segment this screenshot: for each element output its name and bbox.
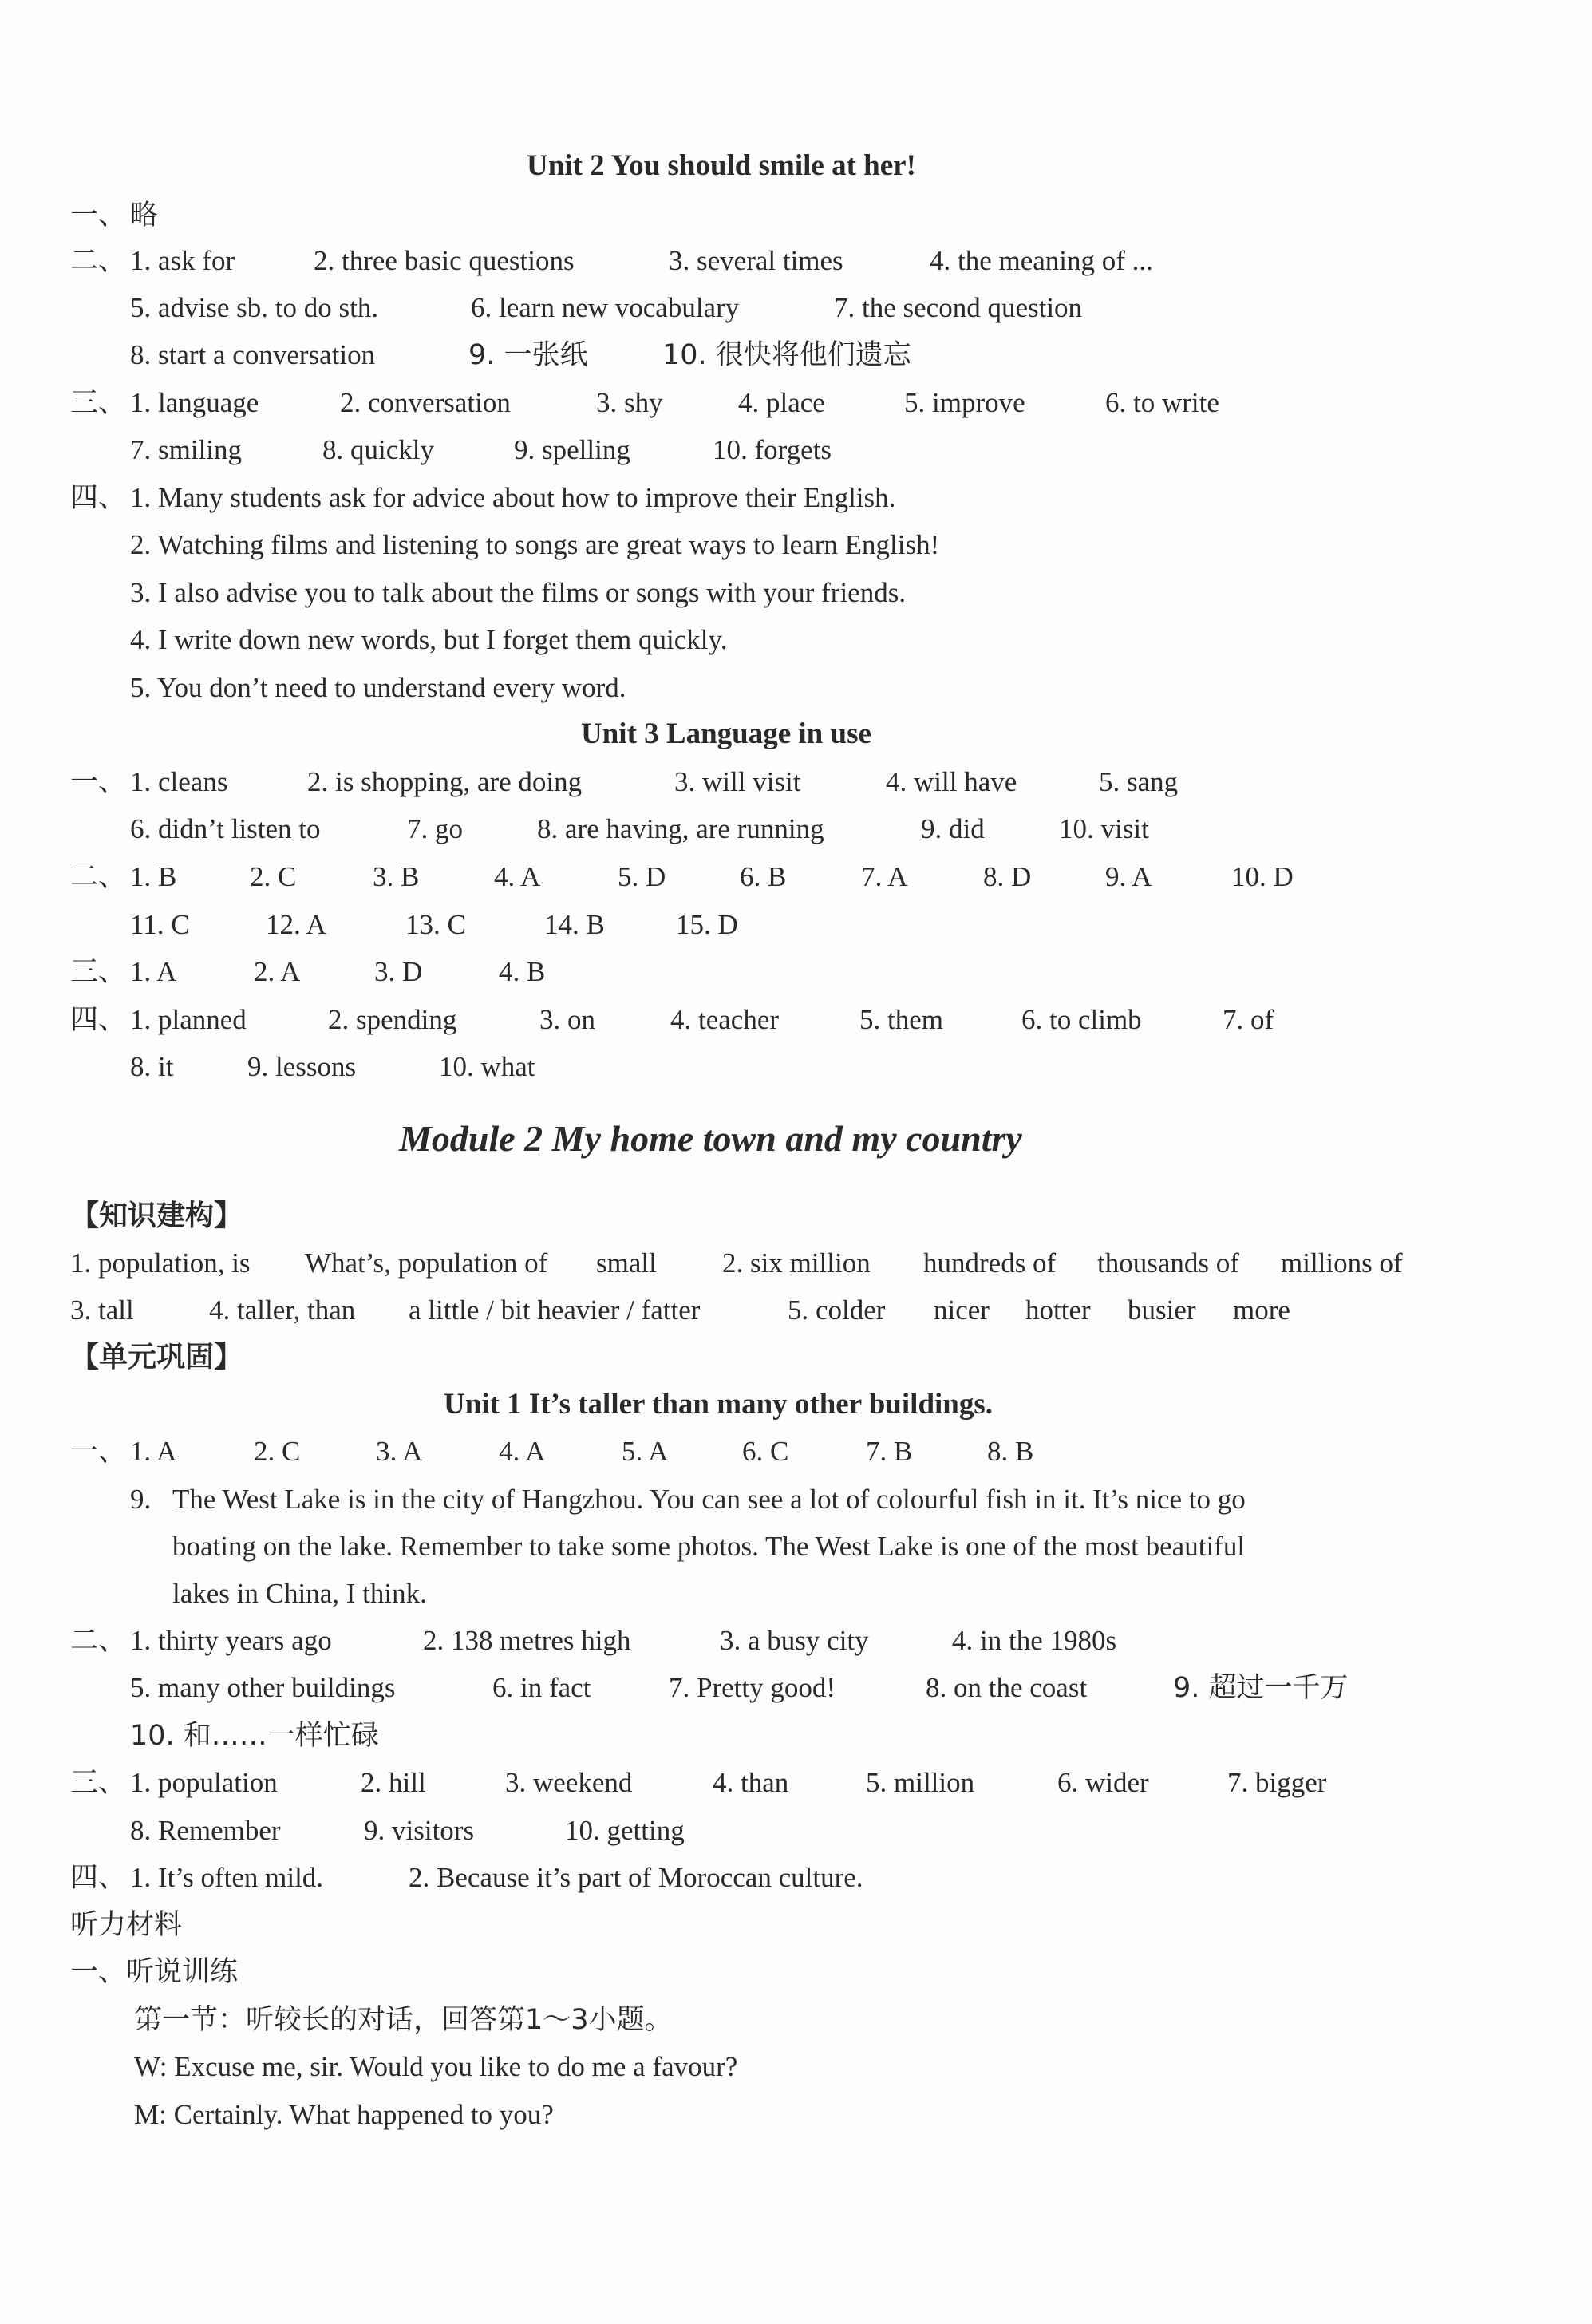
list-item: 9. A	[1105, 861, 1152, 892]
list-item: 6. C	[742, 1436, 789, 1467]
list-item: 6. B	[740, 861, 787, 892]
danyuan-heading: 【单元巩固】	[70, 1341, 243, 1373]
list-item: 5. You don’t need to understand every word.	[130, 672, 626, 703]
list-item: 13. C	[405, 909, 466, 940]
list-item: 3. tall	[70, 1294, 134, 1326]
list-item: 4. place	[738, 387, 825, 418]
list-item: 3. shy	[596, 387, 663, 418]
list-item: 4. the meaning of ...	[930, 245, 1153, 276]
list-item: 6. in fact	[492, 1672, 591, 1703]
list-item: nicer	[934, 1294, 990, 1326]
list-item: 4. B	[499, 956, 546, 987]
list-item: 4. in the 1980s	[952, 1625, 1117, 1656]
list-item: 8. quickly	[322, 434, 434, 465]
list-item: 5. advise sb. to do sth.	[130, 292, 379, 323]
list-item: 5. million	[866, 1767, 975, 1798]
list-item: millions of	[1281, 1247, 1403, 1279]
list-item: 10. D	[1231, 861, 1294, 892]
list-item: 8. B	[987, 1436, 1034, 1467]
list-item: 1. population, is	[70, 1247, 251, 1279]
list-item: 1. population	[130, 1767, 278, 1798]
list-item: 6. to write	[1105, 387, 1219, 418]
list-item: 9. 超过一千万	[1173, 1672, 1349, 1704]
list-item: 1. Many students ask for advice about how to improve their English.	[130, 482, 896, 513]
list-item: 3. will visit	[674, 766, 801, 797]
list-item: 4. I write down new words, but I forget them quickly.	[130, 624, 728, 655]
list-item: 14. B	[544, 909, 605, 940]
list-item: 7. B	[866, 1436, 913, 1467]
list-item: 2. C	[254, 1436, 301, 1467]
m2-unit1-title: Unit 1 It’s taller than many other buildings.	[444, 1388, 994, 1421]
list-item: 2. 138 metres high	[423, 1625, 631, 1656]
list-item: 9. lessons	[247, 1051, 357, 1082]
zhishi-heading: 【知识建构】	[70, 1200, 243, 1232]
list-item: 2. six million	[722, 1247, 871, 1279]
list-item: 1. It’s often mild.	[130, 1862, 324, 1893]
list-item: 6. didn’t listen to	[130, 813, 321, 844]
list-item: 4. A	[494, 861, 541, 892]
list-item: 8. it	[130, 1051, 174, 1082]
list-item: 6. learn new vocabulary	[471, 292, 740, 323]
list-item: 1. cleans	[130, 766, 228, 797]
list-item: 8. on the coast	[926, 1672, 1088, 1703]
listening-heading: 听力材料	[70, 1909, 183, 1941]
list-item: 3. A	[376, 1436, 423, 1467]
list-item: 5. improve	[904, 387, 1025, 418]
list-item: 9. did	[921, 813, 985, 844]
listening-s1: 一、听说训练	[70, 1956, 239, 1988]
list-item: thousands of	[1097, 1247, 1239, 1279]
list-item: 2. three basic questions	[314, 245, 575, 276]
list-item: 1. A	[130, 1436, 177, 1467]
list-item: 10. 和……一样忙碌	[130, 1720, 379, 1752]
list-item: 12. A	[266, 909, 326, 940]
list-item: 2. is shopping, are doing	[307, 766, 583, 797]
listening-section1: 第一节：听较长的对话，回答第1～3小题。	[134, 2004, 673, 2036]
list-item: 9. visitors	[364, 1815, 475, 1846]
list-item: 1. language	[130, 387, 259, 418]
list-item: 7. go	[407, 813, 463, 844]
list-item: 2. spending	[328, 1004, 457, 1035]
list-item: 4. will have	[886, 766, 1017, 797]
list-item: 5. colder	[788, 1294, 886, 1326]
list-item: 1. thirty years ago	[130, 1625, 332, 1656]
list-item: 8. start a conversation	[130, 339, 376, 370]
list-item: 9. 一张纸	[468, 339, 588, 371]
list-item: 7. bigger	[1227, 1767, 1327, 1798]
list-item: 9. spelling	[514, 434, 630, 465]
module2-title: Module 2 My home town and my country	[399, 1118, 1022, 1159]
list-item: 4. than	[713, 1767, 789, 1798]
list-item: hotter	[1025, 1294, 1091, 1326]
list-item: 10. 很快将他们遗忘	[662, 339, 911, 371]
list-item: 7. smiling	[130, 434, 243, 465]
list-item: 10. what	[439, 1051, 535, 1082]
list-item: small	[596, 1247, 657, 1279]
list-item: 8. D	[983, 861, 1032, 892]
list-item: 7. of	[1223, 1004, 1274, 1035]
list-item: 5. them	[859, 1004, 943, 1035]
list-item: more	[1233, 1294, 1290, 1326]
list-item: 15. D	[676, 909, 738, 940]
list-item: 7. the second question	[834, 292, 1083, 323]
list-item: 2. hill	[361, 1767, 426, 1798]
list-item: 5. many other buildings	[130, 1672, 396, 1703]
list-item: busier	[1128, 1294, 1196, 1326]
unit3-title: Unit 3 Language in use	[581, 717, 871, 750]
list-item: 10. forgets	[713, 434, 832, 465]
list-item: 1. B	[130, 861, 177, 892]
list-item: 1. ask for	[130, 245, 235, 276]
list-item: 2. Watching films and listening to songs are great ways to learn English!	[130, 529, 940, 560]
list-item: What’s, population of	[305, 1247, 548, 1279]
list-item: 5. D	[618, 861, 666, 892]
list-item: 4. A	[499, 1436, 546, 1467]
list-item: 2. conversation	[340, 387, 511, 418]
answer-key-page: Unit 2 You should smile at her! 一、 略 二、 1. ask for 2. three basic questions 3. several times 4. the meaning of ... 5. advise sb. to do sth. 6. learn new vocabulary 7. the second question 8. start a conversation 9. 一张纸 10. 很快将他们遗忘 三、 1. language 2. conversation 3. shy 4. place 5. improve 6. to write 7. smiling 8. quickly 9. spelling 10. forgets 四、 1. Many students ask for advice about how to improve their English. 2. Watching films and listening to songs are great ways to learn English! 3. I also advise you to talk about the films or songs with your friends. 4. I write down new words, but I forget them quickly. 5. You don’t need to understand every word. Unit 3 Language in use 一、 1. cleans 2. is shopping, are doing 3. will visit 4. will have 5. sang 6. didn’t listen to 7. go 8. are having, are running 9. did 10. visit 二、 1. B 2. C 3. B 4. A 5. D 6. B 7. A 8. D 9. A 10. D 11. C 12. A 13. C 14. B 15. D 三、 1. A 2. A 3. D 4. B 四、 1. planned 2. spending 3. on 4. teacher 5. them 6. to climb 7. of 8. it 9. lessons 10. what Module 2 My home town and my country 【知识建构】 1. population, is What’s, population of small 2. six million hundreds of thousands of millions of 3. tall 4. taller, than a little / bit heavier / fatter 5. colder nicer hotter busier more 【单元巩固】 Unit 1 It’s taller than many other buildings. 一、 1. A 2. C 3. A 4. A 5. A 6. C 7. B 8. B 9. The West Lake is in the city of Hangzhou. You can see a lot of colourful fish in it. It’s nice to go boating on the lake. Remember to take some photos. The West Lake is one of the most beautiful lakes in China, I think. 二、 1. thirty years ago 2. 138 metres high 3. a busy city 4. in the 1980s 5. many other buildings 6. in fact 7. Pretty good! 8. on the coast 9. 超过一千万 10. 和……一样忙碌 三、 1. population 2. hill 3. weekend 4. than 5. million 6. wider 7. bigger 8. Remember 9. visitors 10. getting 四、 1. It’s often mild. 2. Because it’s part of Moroccan culture. 听力材料 一、听说训练 第一节：听较长的对话，回答第1～3小题。 W: Excuse me, sir. Would you like to do me a favour? M: Certainly. What happened to you?	[0, 0, 1592, 2324]
list-item: 3. D	[374, 956, 423, 987]
list-item: 4. teacher	[670, 1004, 780, 1035]
list-item: 6. to climb	[1021, 1004, 1142, 1035]
list-item: 10. visit	[1059, 813, 1149, 844]
list-item: 2. Because it’s part of Moroccan culture.	[409, 1862, 863, 1893]
list-item: hundreds of	[923, 1247, 1057, 1279]
list-item: 8. Remember	[130, 1815, 281, 1846]
dialogue-m-line: M: Certainly. What happened to you?	[134, 2099, 554, 2130]
unit2-title: Unit 2 You should smile at her!	[527, 149, 916, 182]
list-item: 10. getting	[565, 1815, 685, 1846]
list-item: 7. Pretty good!	[669, 1672, 836, 1703]
list-item: 1. A	[130, 956, 177, 987]
list-item: 3. a busy city	[720, 1625, 869, 1656]
list-item: 5. sang	[1099, 766, 1179, 797]
list-item: 6. wider	[1057, 1767, 1149, 1798]
dialogue-w-line: W: Excuse me, sir. Would you like to do me a favour?	[134, 2051, 738, 2082]
list-item: 1. planned	[130, 1004, 247, 1035]
list-item: 3. B	[373, 861, 420, 892]
list-item: 4. taller, than	[209, 1294, 356, 1326]
list-item: 3. weekend	[505, 1767, 633, 1798]
list-item: 2. A	[254, 956, 301, 987]
list-item: a little / bit heavier / fatter	[409, 1294, 701, 1326]
list-item: 3. several times	[669, 245, 843, 276]
list-item: 3. I also advise you to talk about the films or songs with your friends.	[130, 577, 907, 608]
list-item: 7. A	[861, 861, 908, 892]
list-item: 8. are having, are running	[537, 813, 824, 844]
list-item: 3. on	[539, 1004, 595, 1035]
list-item: 5. A	[622, 1436, 669, 1467]
list-item: 11. C	[130, 909, 190, 940]
list-item: The West Lake is in the city of Hangzhou. You can see a lot of colourful fish in it. It’s nice to go	[172, 1484, 1246, 1515]
list-item: 2. C	[250, 861, 297, 892]
